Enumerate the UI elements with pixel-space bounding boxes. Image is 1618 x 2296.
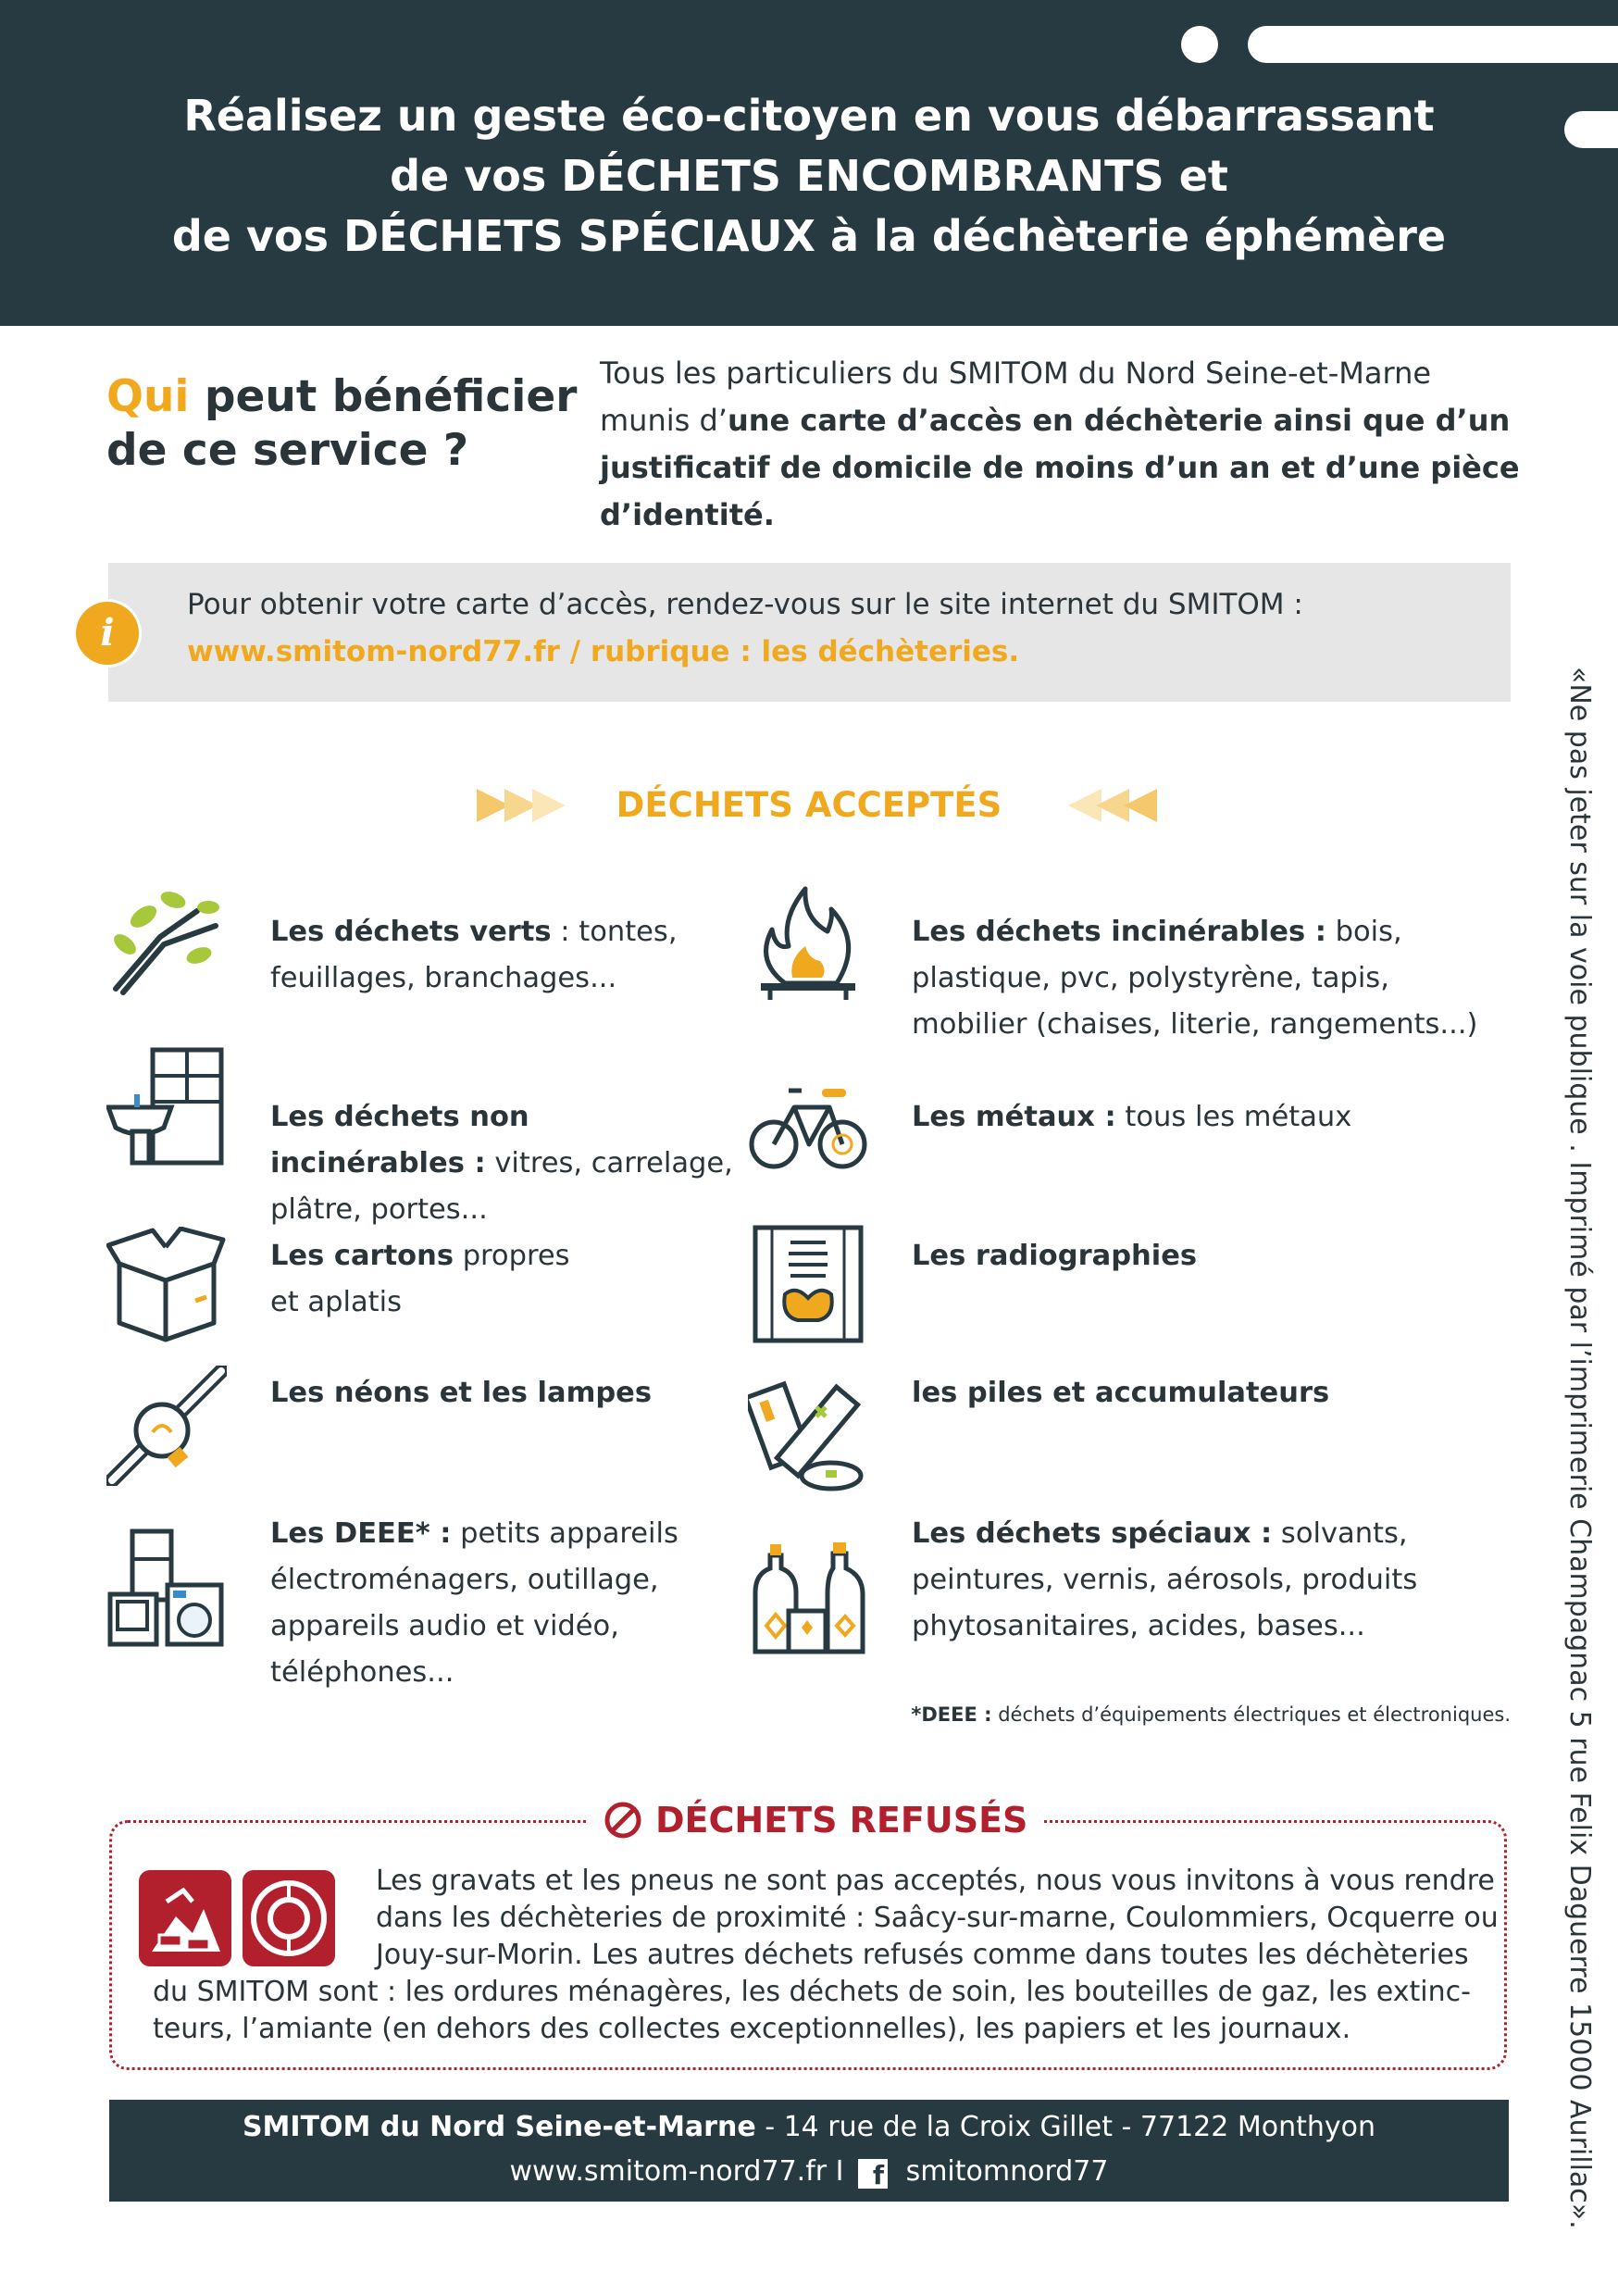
item-detail: bois, plastique, pvc, polystyrène, tapis, mobilier (chaises, literie, rangements...) bbox=[912, 916, 1478, 1041]
item-label: Les déchets spéciaux : bbox=[912, 1517, 1273, 1550]
refused-line: Jouy-sur-Morin. Les autres déchets refusés comme dans toutes les déchèteries bbox=[376, 1939, 1469, 1971]
header-title-line-3: de vos DÉCHETS SPÉCIAUX à la déchèterie éphémère bbox=[171, 211, 1447, 261]
item-detail: propres et aplatis bbox=[270, 1240, 570, 1318]
refused-line: Les gravats et les pneus ne sont pas acceptés, nous vous invitons à vous rendre bbox=[376, 1865, 1495, 1897]
flame-icon bbox=[748, 881, 868, 1002]
item-deee bbox=[270, 1511, 733, 1696]
item-label: les piles et accumulateurs bbox=[912, 1377, 1330, 1409]
battery-icon bbox=[748, 1379, 868, 1500]
footer-org: SMITOM du Nord Seine-et-Marne bbox=[242, 2111, 756, 2143]
deee-footnote-label: *DEEE : bbox=[911, 1703, 992, 1726]
chemicals-icon bbox=[748, 1537, 868, 1657]
refused-title: DÉCHETS REFUSÉS bbox=[655, 1800, 1028, 1841]
item-label: Les déchets incinérables : bbox=[912, 916, 1326, 948]
arrows-left-icon bbox=[1046, 785, 1157, 826]
item-metals bbox=[912, 1094, 1513, 1141]
item-non-incinerable bbox=[270, 1094, 733, 1233]
refused-line: du SMITOM sont : les ordures ménagères, les déchets de soin, les bouteilles de gaz, les extinc- bbox=[153, 1976, 1471, 2008]
item-special bbox=[912, 1511, 1513, 1650]
item-detail: : tontes, feuillages, branchages... bbox=[270, 916, 678, 994]
header-title-line-2: de vos DÉCHETS ENCOMBRANTS et bbox=[390, 151, 1228, 201]
appliances-icon bbox=[106, 1528, 227, 1648]
item-label: Les radiographies bbox=[912, 1240, 1198, 1272]
qui-description bbox=[600, 350, 1525, 539]
xray-icon bbox=[748, 1224, 868, 1344]
bicycle-icon bbox=[748, 1065, 868, 1185]
item-label: Les DEEE* : bbox=[270, 1517, 452, 1550]
qui-heading-rest-2: de ce service ? bbox=[106, 425, 469, 476]
item-label: Les métaux : bbox=[912, 1101, 1116, 1133]
qui-heading-accent: Qui bbox=[106, 371, 190, 422]
item-green-waste bbox=[270, 909, 715, 1002]
bathroom-icon bbox=[106, 1046, 227, 1167]
facebook-handle-link[interactable]: smitomnord77 bbox=[905, 2155, 1109, 2188]
footer-links bbox=[109, 2150, 1509, 2194]
item-incinerable bbox=[912, 909, 1513, 1048]
footer-website-link[interactable]: www.smitom-nord77.fr I bbox=[509, 2155, 844, 2188]
prohibited-icon bbox=[604, 1801, 642, 1840]
decor-dot bbox=[1181, 26, 1218, 63]
deee-footnote bbox=[879, 1703, 1511, 1726]
qui-description-text: Tous les particuliers du SMITOM du Nord Seine-et-Marne munis d’ bbox=[600, 356, 1432, 438]
accepted-heading: DÉCHETS ACCEPTÉS bbox=[616, 785, 1002, 825]
item-detail: solvants, peintures, vernis, aérosols, produits phytosanitaires, acides, bases... bbox=[912, 1517, 1418, 1642]
item-cardboard bbox=[270, 1233, 585, 1326]
facebook-icon[interactable]: f bbox=[858, 2159, 888, 2189]
item-label: Les déchets verts bbox=[270, 916, 552, 948]
item-detail: tous les métaux bbox=[1115, 1101, 1352, 1133]
lamp-icon bbox=[106, 1366, 227, 1486]
qui-heading bbox=[106, 370, 577, 478]
info-icon: i bbox=[76, 602, 139, 665]
refused-line: teurs, l’amiante (en dehors des collectes exceptionnelles), les papiers et les journaux. bbox=[153, 2013, 1351, 2045]
refused-text bbox=[153, 1863, 1499, 2048]
print-notice: «Ne pas jeter sur la voie publique . Imprimé par l’imprimerie Champagnac 5 rue Felix Daguerre 15000 Aurillac». bbox=[1563, 667, 1596, 2229]
item-label: Les néons et les lampes bbox=[270, 1377, 653, 1409]
item-batteries bbox=[912, 1370, 1513, 1416]
header-title-line-1: Réalisez un geste éco-citoyen en vous débarrassant bbox=[183, 91, 1435, 141]
item-detail: vitres, carrelage, plâtre, portes... bbox=[270, 1147, 733, 1226]
item-label: Les déchets non incinérables : bbox=[270, 1101, 529, 1179]
info-text: Pour obtenir votre carte d’accès, rendez-vous sur le site internet du SMITOM : bbox=[187, 588, 1303, 621]
info-website-link[interactable]: www.smitom-nord77.fr / rubrique : les déchèteries. bbox=[187, 635, 1020, 668]
refused-heading bbox=[589, 1794, 1042, 1846]
decor-bar bbox=[1248, 26, 1618, 63]
qui-heading-rest: peut bénéficier bbox=[189, 371, 578, 422]
item-detail: petits appareils électroménagers, outillage, appareils audio et vidéo, téléphones... bbox=[270, 1517, 678, 1689]
deee-footnote-text: déchets d’équipements électriques et électroniques. bbox=[991, 1703, 1511, 1726]
item-xrays bbox=[912, 1233, 1513, 1279]
cardboard-box-icon bbox=[106, 1227, 227, 1347]
green-waste-icon bbox=[106, 880, 227, 1000]
item-lamps bbox=[270, 1370, 696, 1416]
refused-line: dans les déchèteries de proximité : Saâcy-sur-marne, Coulommiers, Ocquerre ou bbox=[376, 1902, 1499, 1934]
qui-description-bold: une carte d’accès en déchèterie ainsi que d’un justificatif de domicile de moins d’un an et d’une pièce d’identité. bbox=[600, 403, 1520, 532]
item-label: Les cartons bbox=[270, 1240, 454, 1272]
footer-address bbox=[109, 2105, 1509, 2150]
footer-address-text: - 14 rue de la Croix Gillet - 77122 Monthyon bbox=[755, 2111, 1376, 2143]
